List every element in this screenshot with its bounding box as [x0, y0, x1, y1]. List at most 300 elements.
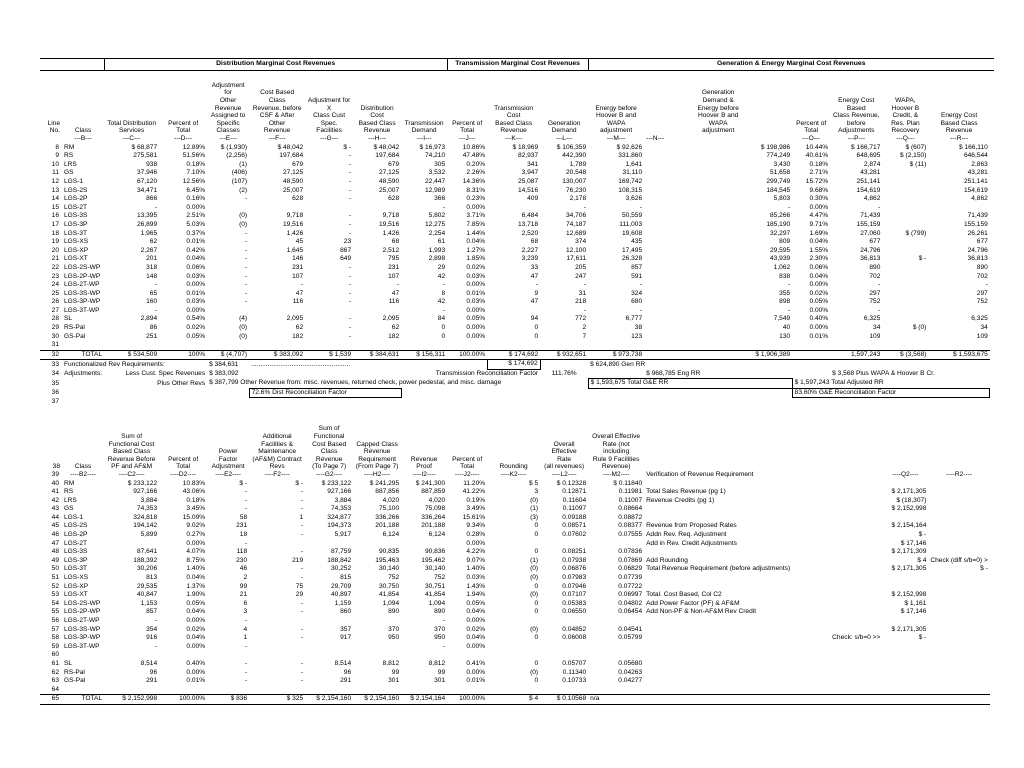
class-name: LGS-3T-WP — [64, 306, 100, 314]
value-cell: 40,847 — [136, 591, 158, 599]
summary-cell — [990, 379, 994, 389]
value-cell: 107 — [388, 272, 400, 280]
value-cell: 0.04% — [809, 272, 829, 280]
class-name: LGS-2S-WP — [64, 263, 101, 271]
value-cell: 1,159 — [334, 599, 352, 607]
summary-cell — [62, 379, 104, 389]
class-name: LGS-2S — [64, 186, 88, 194]
value-cell: 1.55% — [809, 246, 829, 254]
value-cell: 25,007 — [282, 186, 304, 194]
value-cell: $ 156,311 — [401, 350, 447, 360]
value-cell: 0.04% — [466, 634, 486, 642]
value-cell: 301 — [434, 677, 446, 685]
value-cell — [104, 540, 159, 549]
value-cell: 6,124 — [382, 531, 400, 539]
value-cell: 40,897 — [330, 591, 352, 599]
value-cell: - — [787, 281, 791, 289]
value-cell: 43,281 — [967, 169, 988, 177]
value-cell: 51.56% — [182, 152, 206, 160]
value-cell — [487, 341, 540, 350]
value-cell: 366 — [434, 195, 446, 203]
value-cell — [207, 651, 249, 660]
section-header — [40, 59, 104, 71]
value-cell — [792, 583, 830, 592]
value-cell: 0.07107 — [562, 591, 587, 599]
value-cell — [928, 531, 989, 540]
value-cell: 118 — [236, 548, 248, 556]
value-cell: $ 2,171,305 — [891, 488, 927, 496]
value-cell — [928, 660, 989, 669]
line-number: 24 — [51, 281, 59, 289]
value-cell — [104, 686, 159, 695]
value-cell: $ (1,930) — [220, 143, 248, 151]
value-cell: 31 — [578, 289, 587, 297]
value-cell: 838 — [779, 272, 791, 280]
class-name: ----B2---- — [70, 470, 96, 478]
value-cell — [447, 651, 487, 660]
value-cell: - — [300, 625, 304, 633]
value-cell: 67,120 — [136, 177, 158, 185]
value-cell: $ 384,631 — [353, 350, 401, 360]
value-cell: 13,718 — [517, 220, 539, 228]
value-cell: 1.40% — [466, 565, 486, 573]
value-cell: $ 0.10568 — [540, 695, 588, 705]
value-cell — [928, 626, 989, 635]
value-cell: 82,937 — [517, 152, 539, 160]
sheet-row — [40, 255, 998, 264]
value-cell — [353, 204, 401, 213]
value-cell: 46 — [239, 565, 248, 573]
value-cell: 927,166 — [133, 488, 158, 496]
value-cell — [305, 341, 353, 350]
value-cell: $ 174,692 — [487, 350, 540, 360]
value-cell — [207, 204, 249, 213]
value-cell: 2.30% — [809, 255, 829, 263]
value-cell: 0.00% — [186, 306, 206, 314]
value-cell: 0.07946 — [562, 582, 587, 590]
value-cell: - — [244, 659, 248, 667]
line-number: 22 — [51, 263, 59, 271]
value-cell: 890 — [976, 263, 988, 271]
value-cell — [928, 583, 989, 592]
value-cell — [792, 591, 830, 600]
value-cell: 34 — [980, 324, 988, 332]
value-cell: $ 973,738 — [588, 350, 644, 360]
value-cell — [882, 195, 928, 204]
sheet-row — [40, 178, 998, 187]
value-cell: 1,965 — [140, 229, 158, 237]
value-cell: - — [348, 272, 352, 280]
value-cell: 58 — [239, 513, 248, 521]
value-cell: 950 — [434, 634, 446, 642]
sheet-row — [40, 531, 998, 540]
value-cell: 195,463 — [375, 556, 400, 564]
value-cell: 0.20% — [466, 160, 486, 168]
value-cell: ---J--- — [458, 135, 476, 142]
class-name: RS-Pal — [64, 324, 85, 332]
value-cell: $ 48,042 — [373, 143, 400, 151]
summary-cell: Adjustments: — [64, 370, 103, 378]
value-cell: - — [300, 677, 304, 685]
value-cell: 857 — [631, 263, 643, 271]
value-cell: 305 — [434, 160, 446, 168]
value-cell: (2,256) — [226, 152, 248, 160]
value-cell — [882, 238, 928, 247]
value-cell: 43,281 — [860, 169, 881, 177]
value-cell: - — [244, 505, 248, 513]
value-cell: 1,153 — [140, 599, 158, 607]
value-cell: 30,206 — [136, 565, 158, 573]
class-name: LGS-2S — [64, 522, 88, 530]
value-cell: 0.07869 — [618, 556, 643, 564]
column-header: Class — [74, 463, 92, 471]
value-cell: 90,836 — [424, 548, 446, 556]
value-cell: 0.08664 — [618, 505, 643, 513]
value-cell — [882, 212, 928, 221]
value-cell: - — [300, 548, 304, 556]
sheet-row — [40, 230, 998, 239]
value-cell: 4.22% — [466, 548, 486, 556]
line-number: 60 — [51, 651, 59, 659]
value-cell — [644, 695, 792, 705]
line-number: 51 — [51, 574, 59, 582]
value-cell: 205 — [575, 263, 587, 271]
value-cell — [540, 686, 588, 695]
value-cell: 0.00% — [186, 617, 206, 624]
value-cell: 0.06550 — [562, 608, 587, 616]
class-name: LGS-XP — [64, 246, 89, 254]
value-cell — [353, 341, 401, 350]
value-cell: 41,854 — [378, 591, 400, 599]
line-number: 63 — [51, 677, 59, 685]
value-cell: 0.05% — [466, 599, 486, 607]
value-cell: 6,325 — [971, 315, 988, 323]
column-header: Total Distribution Services — [107, 119, 156, 135]
value-cell: 2,095 — [286, 315, 304, 323]
value-cell: (3) — [530, 513, 539, 521]
value-cell — [447, 341, 487, 350]
value-cell — [882, 617, 928, 626]
value-cell: 10.44% — [805, 143, 829, 151]
value-cell: 68 — [530, 238, 539, 246]
line-number: 52 — [51, 582, 59, 590]
value-cell — [792, 341, 830, 350]
value-cell: 12.56% — [182, 177, 206, 185]
value-cell: 0.00% — [466, 642, 486, 650]
value-cell: 0.04% — [186, 574, 206, 582]
value-cell — [487, 686, 540, 695]
sheet-row — [40, 643, 998, 652]
value-cell: 230 — [236, 556, 248, 564]
value-cell: - — [300, 668, 304, 676]
value-cell: 6,484 — [521, 212, 539, 220]
value-cell: 51,658 — [770, 169, 791, 177]
value-cell: - — [442, 203, 446, 211]
value-cell: 90,835 — [378, 548, 400, 556]
value-cell: 0.04802 — [618, 599, 643, 607]
value-cell: (0) — [530, 591, 539, 599]
value-cell — [487, 651, 540, 660]
value-cell — [353, 651, 401, 660]
sheet-row — [40, 281, 998, 290]
class-name: LGS-XT — [64, 591, 88, 599]
value-cell: ---H--- — [368, 135, 387, 142]
value-cell — [644, 677, 792, 686]
class-name: TOTAL — [62, 350, 104, 360]
value-cell: 6,325 — [863, 315, 881, 323]
value-cell: 34,471 — [136, 186, 158, 194]
value-cell: $ 5 — [528, 479, 539, 487]
line-number: 55 — [51, 608, 59, 616]
value-cell: 0.08571 — [562, 522, 587, 530]
value-cell — [305, 540, 353, 549]
line-number: 40 — [51, 479, 59, 487]
value-cell: 75,098 — [424, 505, 446, 513]
class-name: LGS-3S — [64, 212, 88, 220]
value-cell: 0.03% — [466, 272, 486, 280]
value-cell: 41.22% — [462, 488, 486, 496]
value-cell — [159, 341, 207, 350]
value-cell: 99 — [239, 582, 248, 590]
value-cell — [792, 651, 830, 660]
value-cell: 0.11981 — [618, 488, 643, 496]
value-cell: - — [244, 289, 248, 297]
value-cell: 99 — [391, 668, 400, 676]
value-cell — [792, 522, 830, 531]
value-cell — [487, 540, 540, 549]
value-cell: $ 534,509 — [104, 350, 159, 360]
value-cell: - — [639, 203, 643, 211]
sheet-row — [40, 505, 998, 514]
value-cell — [792, 643, 830, 652]
value-cell: 45 — [295, 238, 304, 246]
value-cell: 96 — [149, 668, 158, 676]
value-cell — [588, 643, 644, 652]
value-cell: 0.40% — [186, 659, 206, 667]
value-cell: Check: s/b=0 >> — [832, 634, 881, 642]
value-cell: 2,512 — [382, 246, 400, 254]
value-cell: 2.51% — [186, 212, 206, 220]
value-cell: 1,062 — [773, 263, 791, 271]
value-cell — [792, 548, 830, 557]
value-cell: ----G2---- — [315, 470, 343, 478]
value-cell — [830, 574, 882, 583]
column-header: Adjustment for Other Revenue Assigned to Specific Classes — [210, 81, 246, 135]
value-cell — [588, 617, 644, 626]
value-cell: 0.01% — [186, 289, 206, 297]
value-cell: - — [300, 565, 304, 573]
sheet-row — [40, 324, 998, 333]
line-number: 53 — [51, 591, 59, 599]
value-cell: (406) — [231, 169, 248, 177]
value-cell: 336,266 — [375, 513, 400, 521]
summary-cell — [249, 370, 401, 379]
column-header — [644, 407, 792, 471]
value-cell: 0.01% — [186, 677, 206, 685]
value-cell — [401, 686, 447, 695]
value-cell: 109 — [976, 332, 988, 340]
value-cell: 130,007 — [562, 177, 587, 185]
column-header: Overall Effective Rate (all revenues) — [544, 440, 585, 471]
value-cell: 1,426 — [286, 229, 304, 237]
value-cell — [792, 600, 830, 609]
value-cell: - — [244, 272, 248, 280]
value-cell: 890 — [388, 608, 400, 616]
value-cell: $ 2,171,305 — [891, 565, 927, 573]
value-cell: 182 — [388, 332, 400, 340]
column-header: Energy before Hoover B and WAPA adjustment — [595, 104, 637, 135]
value-cell: 116 — [388, 298, 400, 306]
summary-cell: 37 — [51, 398, 59, 406]
value-cell: 0.00% — [809, 324, 829, 332]
value-cell: 9.68% — [809, 186, 829, 194]
value-cell — [159, 686, 207, 695]
value-cell: 0.00% — [809, 306, 829, 314]
value-cell: 299,749 — [766, 177, 791, 185]
value-cell: 0.00% — [466, 617, 486, 624]
value-cell — [644, 480, 792, 489]
value-cell: 76,230 — [565, 186, 587, 194]
value-cell: - — [300, 634, 304, 642]
summary-cell: 33 — [51, 360, 59, 368]
value-cell: 251,141 — [856, 177, 881, 185]
value-cell: 50,559 — [621, 212, 643, 220]
value-cell — [305, 643, 353, 652]
value-cell: 0.05% — [186, 599, 206, 607]
sheet-row — [40, 608, 998, 617]
column-header: Percent of Total — [168, 455, 199, 471]
class-name: LGS-2S-WP — [64, 599, 101, 607]
value-cell: - — [244, 255, 248, 263]
value-cell — [207, 307, 249, 316]
sheet-row — [40, 388, 998, 398]
value-cell: 116 — [292, 298, 304, 306]
value-cell: (0) — [530, 496, 539, 504]
value-cell: - — [583, 281, 587, 289]
value-cell — [928, 634, 989, 643]
value-cell: 702 — [869, 272, 881, 280]
column-header — [792, 407, 830, 471]
value-cell: 0 — [534, 332, 539, 340]
value-cell: $ 383,092 — [249, 350, 305, 360]
sheet-row — [40, 71, 998, 136]
line-number: 9 — [55, 152, 59, 160]
value-cell — [401, 540, 447, 549]
class-name: SL — [64, 659, 73, 667]
line-number: 17 — [51, 220, 59, 228]
value-cell: 9,718 — [382, 212, 400, 220]
value-cell — [882, 264, 928, 273]
sheet-row — [40, 307, 998, 316]
value-cell — [792, 574, 830, 583]
value-cell: 194,142 — [133, 522, 158, 530]
value-cell: 201,188 — [421, 522, 446, 530]
value-cell: 231 — [236, 522, 248, 530]
sheet-row — [40, 651, 998, 660]
value-cell: 7 — [582, 332, 587, 340]
value-cell: 36,813 — [967, 255, 988, 263]
value-cell: 8,812 — [428, 659, 446, 667]
sheet-row — [40, 669, 998, 678]
value-cell: 774,249 — [766, 152, 791, 160]
value-cell: 1.43% — [466, 582, 486, 590]
value-cell: 6.45% — [186, 186, 206, 194]
value-cell: - — [348, 263, 352, 271]
value-cell: 9 — [534, 289, 539, 297]
value-cell — [792, 531, 830, 540]
summary-cell: 111.76% — [551, 370, 577, 378]
column-header: Distribution Cost Based Class Revenue — [358, 104, 396, 135]
value-cell: 160 — [146, 298, 158, 306]
value-cell: 107 — [292, 272, 304, 280]
value-cell: 84 — [437, 315, 446, 323]
value-cell: - — [244, 281, 248, 289]
value-cell: 38 — [634, 324, 643, 332]
value-cell — [882, 221, 928, 230]
class-name: LGS-2P — [64, 195, 88, 203]
value-cell: 12,100 — [565, 246, 587, 254]
line-number: 62 — [51, 668, 59, 676]
value-cell: 0 — [534, 599, 539, 607]
value-cell: 188,842 — [327, 556, 352, 564]
value-cell: ---O--- — [802, 135, 821, 142]
value-cell — [305, 204, 353, 213]
class-name: LGS-2P-WP — [64, 608, 101, 616]
line-number: 18 — [51, 229, 59, 237]
value-cell: - — [300, 659, 304, 667]
value-cell: $ 2,154,160 — [353, 695, 401, 705]
value-cell — [447, 686, 487, 695]
value-cell — [882, 333, 928, 342]
value-cell: ----D2---- — [170, 470, 197, 478]
value-cell: ---F--- — [268, 135, 286, 142]
value-cell — [487, 617, 540, 626]
value-cell: - — [348, 324, 352, 332]
class-name — [62, 651, 104, 660]
value-cell: 27,125 — [378, 169, 400, 177]
line-number: 31 — [51, 341, 59, 349]
class-name: LGS-3P — [64, 220, 88, 228]
value-cell — [928, 600, 989, 609]
value-cell: 0 — [534, 659, 539, 667]
value-cell: 34,706 — [565, 212, 587, 220]
value-cell — [830, 488, 882, 497]
value-cell: 155,159 — [963, 220, 988, 228]
value-cell: 42 — [437, 298, 446, 306]
value-cell: 0.06829 — [618, 565, 643, 573]
value-cell — [487, 307, 540, 316]
value-cell: - — [348, 160, 352, 168]
value-cell: Check (diff s/b=0) > — [930, 556, 988, 564]
value-cell: - — [154, 642, 158, 650]
value-cell: 18 — [239, 531, 248, 539]
value-cell: (0) — [530, 574, 539, 582]
value-cell: 927,166 — [327, 488, 352, 496]
value-cell — [830, 626, 882, 635]
value-cell: 0 — [441, 324, 446, 332]
class-name: ---B--- — [74, 135, 92, 142]
summary-cell: Transmission Reconciliation Factor — [435, 370, 539, 378]
column-header: Transmission Cost Based Class Revenue — [494, 104, 534, 135]
value-cell: 677 — [976, 238, 988, 246]
value-cell — [644, 643, 792, 652]
value-cell — [792, 540, 830, 549]
value-cell — [928, 505, 989, 514]
value-cell: - — [300, 574, 304, 582]
value-cell: - — [583, 203, 587, 211]
value-cell: 47 — [295, 289, 304, 297]
rate-design-worksheet — [40, 58, 998, 705]
